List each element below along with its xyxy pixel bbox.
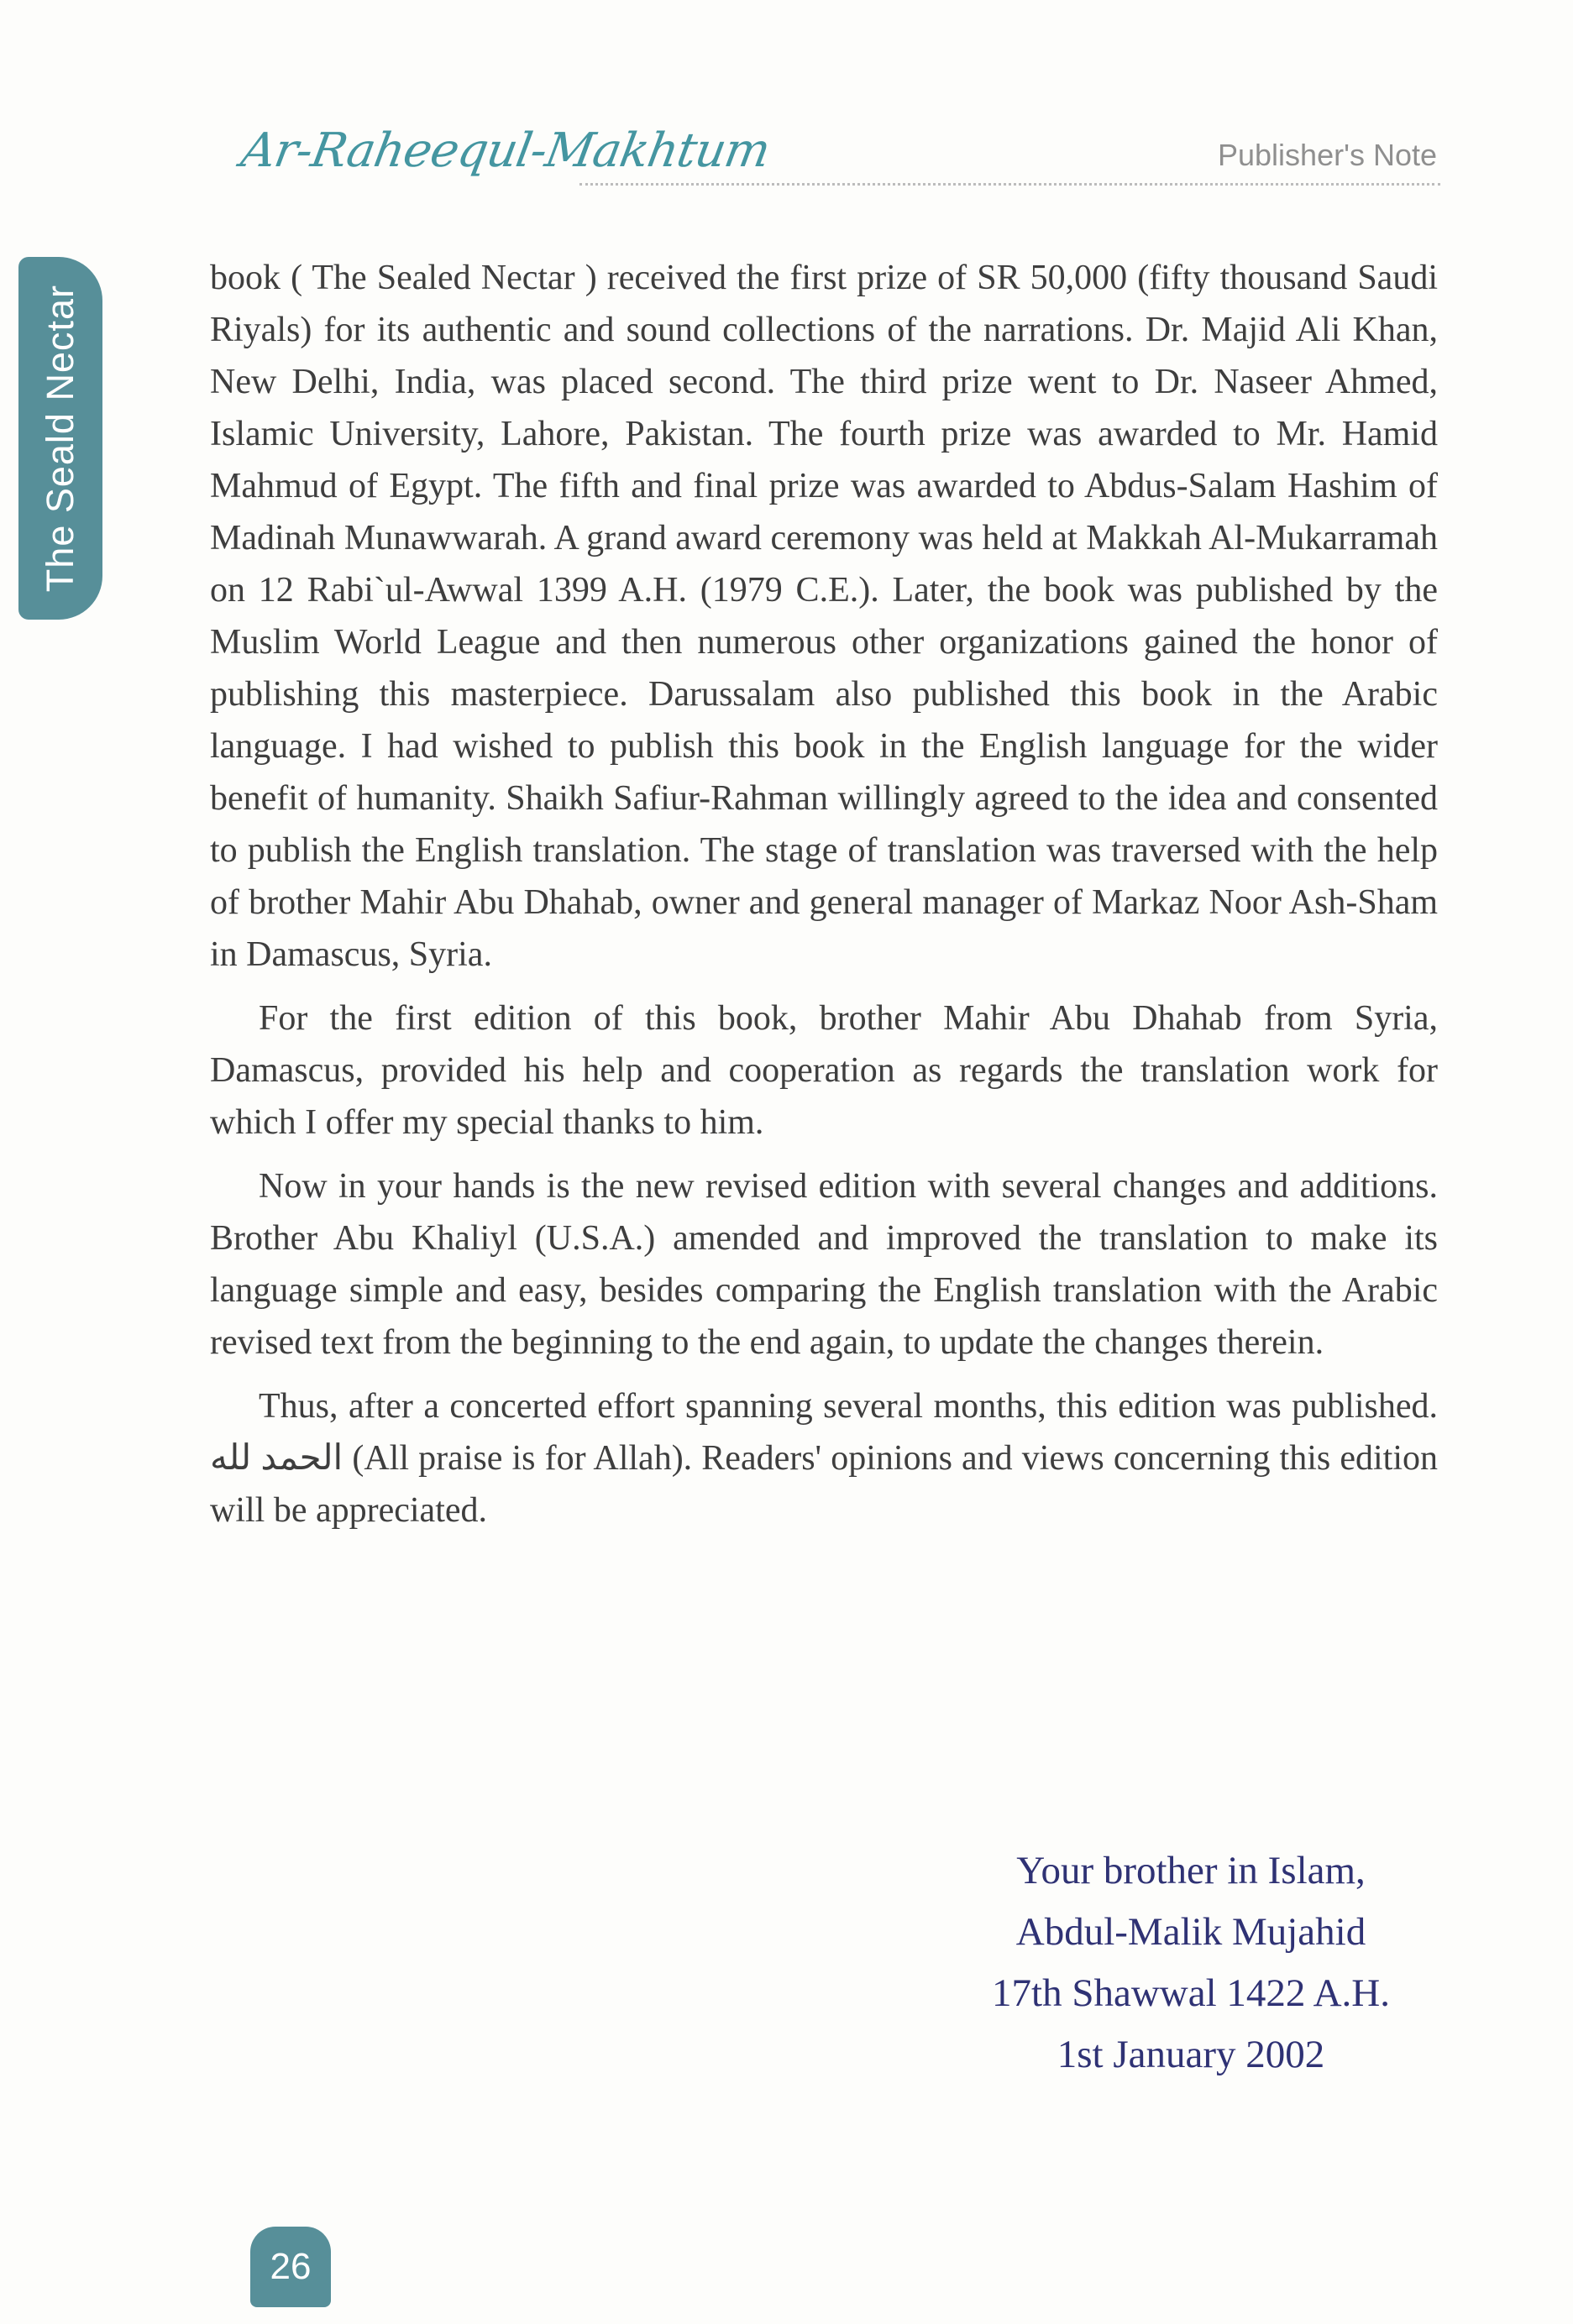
page-number-badge (250, 2227, 331, 2307)
signature-block (937, 1840, 1445, 2086)
paragraph: For the first edition of this book, brother Mahir Abu Dhahab from Syria, Damascus, provided his help and cooperation as regards the translation work for which I offer my special thanks to him. (210, 999, 1438, 1142)
paragraph: book ( The Sealed Nectar ) received the first prize of SR 50,000 (fifty thousand Saudi Riyals) for its authentic and sound collections of the narrations. Dr. Majid Ali Khan, New Delhi, India, was placed second. The third prize went to Dr. Naseer Ahmed, Islamic University, Lahore, Pakistan. The fourth prize was awarded to Mr. Hamid Mahmud of Egypt. The fifth and final prize was awarded to Abdus-Salam Hashim of Madinah Munawwarah. A grand award ceremony was held at Makkah Al-Mukarramah on 12 Rabi`ul-Awwal 1399 A.H. (1979 C.E.). Later, the book was published by the Muslim World League and then numerous other organizations gained the honor of publishing this masterpiece. Darussalam also published this book in the Arabic language. I had wished to publish this book in the English language for the wider benefit of humanity. Shaikh Safiur-Rahman willingly agreed to the idea and consented to publish the English translation. The stage of translation was traversed with the help of brother Mahir Abu Dhahab, owner and general manager of Markaz Noor Ash-Sham in Damascus, Syria. (210, 259, 1438, 974)
side-tab-label: The Seald Nectar (39, 284, 81, 593)
side-tab (18, 257, 102, 620)
signature-line: 17th Shawwal 1422 A.H. (992, 1971, 1390, 2015)
paragraph: Thus, after a concerted effort spanning several months, this edition was published. الحمد لله (All praise is for Allah). Readers' opinions and views concerning this edition will be appreciated. (210, 1387, 1438, 1530)
signature-line: Your brother in Islam, (1016, 1849, 1366, 1892)
publishers-note-body (210, 252, 1438, 1536)
signature-line: 1st January 2002 (1057, 2033, 1325, 2076)
book-title-script: Ar-Raheequl-Makhtum (237, 123, 774, 178)
section-label: Publisher's Note (1218, 138, 1437, 172)
page-number: 26 (270, 2246, 312, 2287)
signature-line: Abdul-Malik Mujahid (1015, 1910, 1366, 1954)
paragraph: Now in your hands is the new revised edition with several changes and additions. Brother Abu Khaliyl (U.S.A.) amended and improved the translation to make its language simple and easy, besides comparing the English translation with the Arabic revised text from the beginning to the end again, to update the changes therein. (210, 1167, 1438, 1362)
